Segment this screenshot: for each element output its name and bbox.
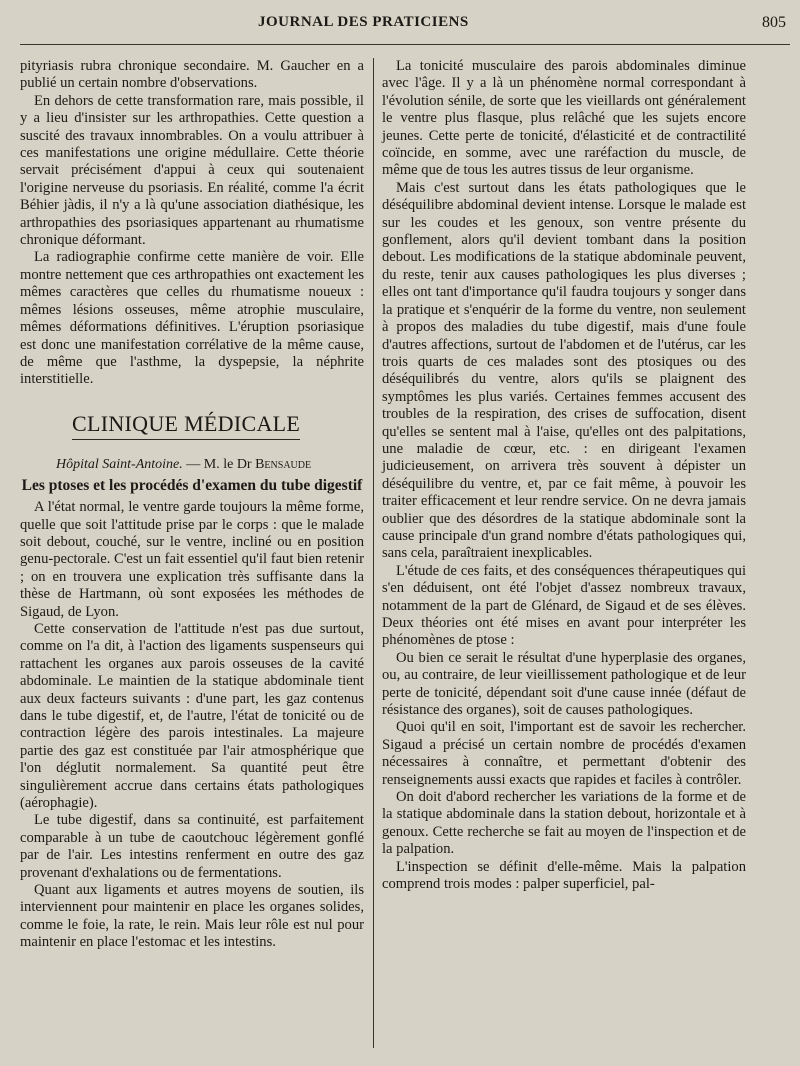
paragraph: Mais c'est surtout dans les états pathologiques que le déséquilibre abdominal devient intense. Lorsque le malade est sur les coudes et les genoux, son ventre présente du gonflement, alors qu'il devient tombant dans la position debout. Les modifications de la statique abdominale peuvent, du reste, tenir aux causes pathologiques les plus diverses ; elles ont tant d'importance qu'il faudra toujours y songer dans la pratique et s'enquérir de la forme du ventre, non seulement à propos des maladies du tube digestif, mais d'une foule d'autres affections, surtout de l'abdomen et de l'utérus, car les trois quarts de ces malades sont des ptosiques ou des déséquilibrés du ventre, alors qu'ils se plaignent des symptômes les plus variés. Certaines femmes accusent des troubles de la respiration, des crises de suffocation, disent qu'elles se sentent mal à l'aise, qu'elles ont des palpitations, une maladie de cœur, etc. : en dirigeant l'examen judicieusement, on arrivera très souvent à dépister un déséquilibre du ventre, et, par ce fait même, à pouvoir les traiter efficacement et leur rendre service. On ne devra jamais oublier que des désordres de la statique abdominale sont la cause principale d'un grand nombre d'états pathologiques qui, sans cela, paraîtraient inexplicables. [382, 179, 746, 562]
article-title: Les ptoses et les procédés d'examen du tube digestif [21, 477, 363, 495]
doctor-name: Bensaude [255, 456, 312, 472]
hospital-line [20, 456, 364, 473]
paragraph: La tonicité musculaire des parois abdominales diminue avec l'âge. Il y a là un phénomène normal correspondant à l'évolution sénile, de sorte que les vieillards ont généralement le ventre plus flasque, plus relâché que les sujets encore jeunes. Cette perte de tonicité, d'élasticité et de contractilité coïncide, en somme, avec une raréfaction du muscle, de même que de tous les autres tissus de leur organisme. [382, 58, 746, 179]
page-number: 805 [762, 14, 786, 31]
journal-title: JOURNAL DES PRATICIENS [258, 14, 469, 30]
paragraph: On doit d'abord rechercher les variations de la forme et de la statique abdominale dans la station debout, horizontale et à genoux. Cette recherche se fait au moyen de l'inspection et de la palpation. [382, 789, 746, 858]
paragraph: Le tube digestif, dans sa continuité, est parfaitement comparable à un tube de caoutchouc légèrement gonflé par de l'air. Les intestins renferment en outre des gaz provenant d'exhalations ou de fermentations. [20, 812, 364, 881]
left-column [20, 58, 364, 952]
paragraph: pityriasis rubra chronique secondaire. M. Gaucher en a publié un certain nombre d'observations. [20, 58, 364, 92]
column-divider [373, 58, 374, 1048]
header-rule [20, 44, 790, 45]
paragraph: L'étude de ces faits, et des conséquences thérapeutiques qui s'en déduisent, ont été l'objet d'assez nombreux travaux, notamment de la part de Glénard, de Sigaud et de ses élèves. Deux théories ont été mises en avant pour interpréter les phénomènes de ptose : [382, 562, 746, 649]
page-header [0, 14, 800, 38]
paragraph: En dehors de cette transformation rare, mais possible, il y a lieu d'insister sur les arthropathies. Cette question a suscité des travaux innombrables. On a voulu attribuer à ces manifestations une origine médullaire. Cette théorie servait précisément d'appui à ceux qui soutenaient l'origine nerveuse du psoriasis. En réalité, comme l'a écrit Béhier jàdis, il n'y a là qu'une association diathésique, les arthropathies des psoriasiques appartenant au rhumatisme chronique déformant. [20, 92, 364, 249]
section-heading: CLINIQUE MÉDICALE [72, 411, 300, 440]
paragraph: Quant aux ligaments et autres moyens de soutien, ils interviennent pour maintenir en place les organes solides, comme le foie, la rate, le rein. Mais leur rôle est nul pour maintenir en place l'estomac et les intestins. [20, 882, 364, 951]
paragraph: Quoi qu'il en soit, l'important est de savoir les rechercher. Sigaud a précisé un certain nombre de procédés d'examen nécessaires à connaître, et permettant d'obtenir des renseignements aussi exacts que rapides et faciles à contrôler. [382, 719, 746, 788]
right-column [382, 58, 746, 894]
paragraph: Cette conservation de l'attitude n'est pas due surtout, comme on l'a dit, à l'action des ligaments suspenseurs qui rattachent les organes aux parois osseuses de la cavité abdominale. Le maintien de la statique abdominale tient aux deux facteurs suivants : d'une part, les gaz contenus dans le tube digestif, et, de l'autre, l'état de tonicité ou de contraction légère des parois intestinales. La majeure partie des gaz est constituée par l'air atmosphérique que l'on déglutit normalement. Sa quantité peut être singulièrement accrue dans certains états pathologiques (aérophagie). [20, 620, 364, 812]
paragraph: Ou bien ce serait le résultat d'une hyperplasie des organes, ou, au contraire, de leur vieillissement pathologique et de leur perte de tonicité, dépendant soit d'une cause innée (défaut de résistance des organes), soit de causes pathologiques. [382, 649, 746, 719]
paragraph: L'inspection se définit d'elle-même. Mais la palpation comprend trois modes : palper superficiel, pal- [382, 858, 746, 893]
paragraph: La radiographie confirme cette manière de voir. Elle montre nettement que ces arthropathies ont exactement les mêmes caractères que celles du rhumatisme noueux : mêmes lésions osseuses, même atrophie musculaire, mêmes déformations définitives. L'éruption psoriasique est donc une manifestation corrélative de la même cause, de même que l'asthme, la dyspepsie, la néphrite interstitielle. [20, 249, 364, 388]
hospital-separator: — M. le Dr [186, 456, 252, 472]
paragraph: A l'état normal, le ventre garde toujours la même forme, quelle que soit l'attitude prise par le corps : que le malade soit debout, couché, sur le ventre, incliné ou en position genu-pectorale. C'est un fait essentiel qu'il faut bien retenir ; on en trouvera une explication très suffisante dans la thèse de Hartmann, où sont exposées les méthodes de Sigaud, de Lyon. [20, 499, 364, 620]
hospital-name: Hôpital Saint-Antoine. [56, 456, 183, 472]
